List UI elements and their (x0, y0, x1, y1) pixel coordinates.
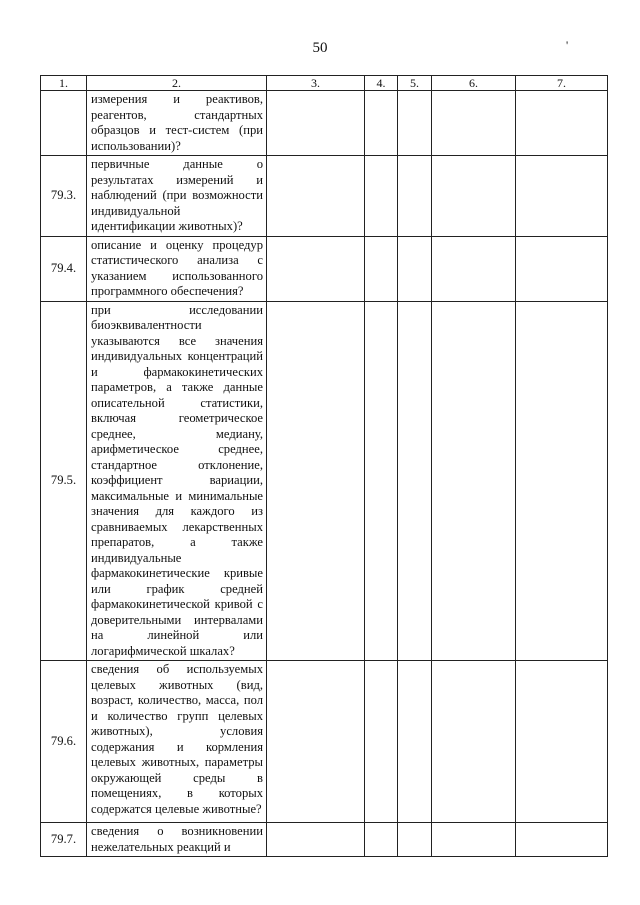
empty-cell (516, 236, 608, 301)
column-header: 5. (398, 76, 432, 91)
empty-cell (365, 236, 398, 301)
row-text: сведения об используемых целевых животных (вид, возраст, количество, масса, пол и количество групп целевых животных), условия содержания и кормления целевых животных, параметры окружающей среды в помещениях, в которых содержатся целевые животные? (87, 661, 267, 823)
row-number: 79.5. (41, 301, 87, 661)
empty-cell (365, 156, 398, 237)
empty-cell (365, 661, 398, 823)
table-row (41, 661, 608, 823)
empty-cell (398, 301, 432, 661)
empty-cell (432, 823, 516, 857)
column-header: 7. (516, 76, 608, 91)
column-header: 6. (432, 76, 516, 91)
empty-cell (267, 91, 365, 156)
table-row (41, 301, 608, 661)
row-text: сведения о возникновении нежелательных реакций и (87, 823, 267, 857)
row-number: 79.6. (41, 661, 87, 823)
row-number: 79.3. (41, 156, 87, 237)
row-text: первичные данные о результатах измерений и наблюдений (при возможности индивидуальной идентификации животных)? (87, 156, 267, 237)
empty-cell (516, 91, 608, 156)
empty-cell (398, 661, 432, 823)
empty-cell (516, 661, 608, 823)
column-header: 2. (87, 76, 267, 91)
empty-cell (516, 301, 608, 661)
table-row (41, 91, 608, 156)
empty-cell (516, 823, 608, 857)
empty-cell (398, 823, 432, 857)
checklist-table (40, 75, 608, 857)
empty-cell (398, 236, 432, 301)
row-text: при исследовании биоэквивалентности указываются все значения индивидуальных концентраций и фармакокинетических параметров, а также данные описательной статистики, включая геометрическое среднее, медиану, арифметическое среднее, стандартное отклонение, коэффициент вариации, максимальные и минимальные значения для каждого из сравниваемых лекарственных препаратов, а также индивидуальные фармакокинетические кривые или график средней фармакокинетической кривой с доверительными интервалами на линейной или логарифмической шкалах? (87, 301, 267, 661)
empty-cell (365, 91, 398, 156)
empty-cell (365, 823, 398, 857)
table-header-row (41, 76, 608, 91)
corner-mark: ' (566, 38, 569, 52)
empty-cell (398, 91, 432, 156)
row-number: 79.7. (41, 823, 87, 857)
page-number: 50 (312, 40, 328, 56)
column-header: 4. (365, 76, 398, 91)
column-header: 1. (41, 76, 87, 91)
empty-cell (267, 661, 365, 823)
empty-cell (432, 301, 516, 661)
empty-cell (267, 823, 365, 857)
empty-cell (432, 236, 516, 301)
row-text: измерения и реактивов, реагентов, стандартных образцов и тест-систем (при использовании)? (87, 91, 267, 156)
empty-cell (267, 236, 365, 301)
table-row (41, 236, 608, 301)
empty-cell (267, 301, 365, 661)
row-number: 79.4. (41, 236, 87, 301)
row-number (41, 91, 87, 156)
row-text: описание и оценку процедур статистического анализа с указанием использованного программного обеспечения? (87, 236, 267, 301)
empty-cell (432, 156, 516, 237)
table-row (41, 156, 608, 237)
column-header: 3. (267, 76, 365, 91)
table-row (41, 823, 608, 857)
empty-cell (432, 91, 516, 156)
empty-cell (398, 156, 432, 237)
empty-cell (432, 661, 516, 823)
empty-cell (516, 156, 608, 237)
empty-cell (365, 301, 398, 661)
empty-cell (267, 156, 365, 237)
